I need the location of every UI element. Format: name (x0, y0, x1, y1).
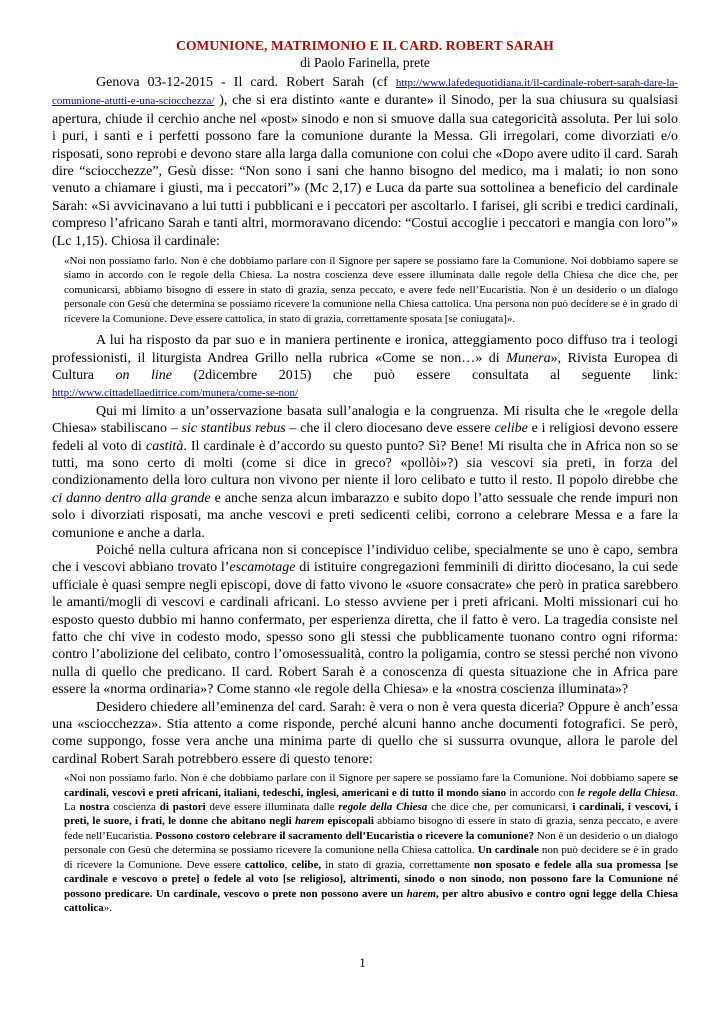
paragraph-2 (52, 332, 678, 403)
paragraph-3-italic-c: castità (145, 438, 184, 454)
q2-d: . La (64, 786, 679, 814)
paragraph-3-text-c: e i religiosi devono essere fedeli al voto di (52, 421, 678, 454)
paragraph-2-text-c: (2dicembre 2015) che può essere consultata al seguente link: (172, 367, 679, 383)
link-lafedequotidiana[interactable]: http://www.lafedequotidiana.it/il-cardinale-robert-sarah-dare-la-comunione-atutti-e-una-sciocchezza/ (52, 77, 678, 108)
paragraph-3-italic-b: celibe (494, 421, 528, 437)
q2-f: deve essere illuminata dalle (205, 801, 339, 814)
q2-a: «Noi non possiamo farlo. Non è che dobbiamo parlare con il Signore per sapere se possiamo fare la Comunione. Noi dobbiamo sapere (64, 772, 669, 785)
q2-b2: nostra (79, 801, 110, 814)
block-quote-sarah: «Noi non possiamo farlo. Non è che dobbiamo parlare con il Signore per sapere se possiamo fare la Comunione. Noi dobbiamo sapere se siamo in accordo con le regole della Chiesa. La nostra coscienza deve essere illuminata dalle regole della Chiesa che dice che, per comunicarsi, abbiamo bisogno di essere in stato di grazia, senza peccato, e avere fede nell’Eucaristia. Non è un desiderio o un dialogo personale con Gesù che determina se possiamo ricevere la comunione nella Chiesa cattolica. Una persona non può decidere se è in grado di ricevere la Comunione. Deve essere cattolica, in stato di grazia, correttamente sposata [se coniugata]». (64, 255, 678, 325)
author-byline: di Paolo Farinella, prete (300, 55, 430, 70)
q2-g: che dice che, per comunicarsi, (427, 801, 573, 814)
paragraph-4-text-a: Poiché nella cultura africana non si concepisce l’individuo celibe, specialmente se uno è capo, sembra che i vescovi abbiano trovato l’ (52, 542, 678, 576)
q2-b9: celibe, (291, 858, 322, 871)
paragraph-2-text-a: A lui ha risposto da par suo e in maniera pertinente e ironica, atteggiamento poco diffuso tra i teologi professionisti, il liturgista Andrea Grillo nella rubrica «Come se non…» di (52, 333, 678, 366)
paragraph-3-italic-d: ci danno dentro alla grande (52, 490, 211, 506)
article-title: COMUNIONE, MATRIMONIO E IL CARD. ROBERT SARAH (176, 38, 554, 53)
q2-m: ». (103, 901, 112, 914)
q2-i: Non è un desiderio o un dialogo personale con Gesù che determina se possiamo ricevere la comunione nella Chiesa cattolica. (64, 829, 678, 857)
paragraph-3-text-d: . Il cardinale è d’accordo su questo punto? Sì? Bene! Mi risulta che in Africa non so se tutti, ma sono certo di molti (come si dice in greco? «pollòi»?) sia vescovi sia preti, in forza del condizionamento della loro cultura non vivono per niente il loro celibato e tutto il resto. Il popolo direbbe che (52, 438, 678, 489)
paragraph-5: Desidero chiedere all’eminenza del card. Sarah: è vera o non è vera questa diceria? Oppure è anch’essa una «sciocchezza». Stia attento a come risponde, perché alcuni hanno anche documenti fotografici. Se però, come suppongo, fosse vera anche una minima parte di quello che si sussurra ovunque, allora le parole del cardinal Robert Sarah potrebbero essere di questo tenore: (52, 699, 678, 767)
paragraph-2-italic-online: on line (115, 367, 172, 383)
paragraph-3-text-a: Qui mi limito a un’osservazione basata sull’analogia e la congruenza. Mi risulta che le «regole della Chiesa» stabiliscano – (52, 403, 678, 437)
paragraph-4-italic-escamotage: escamotage (229, 560, 296, 576)
q2-bi3: harem (294, 815, 325, 828)
paragraph-1-text-b: ), che si era distinto «ante e durante» il Sinodo, per la sua chiusura su qualsiasi apertura, chiude il cerchio anche nel «post» sinodo e non si smuove dalla sua categoricità assoluta. Per lui solo i puri, i santi e i perfetti possono fare la comunione durante la Messa. Gli irregolari, come divorziati e/o risposati, sono reprobi e devono stare alla larga dalla comunione con colui che «Dopo avere udito il card. Sarah dire “sciocchezze”, Gesù disse: “Non sono i sani che hanno bisogno del medico, ma i malati; io non sono venuto a chiamare i giusti, ma i peccatori”» (Mc 2,17) e Luca da parte sua sottolinea a beneficio del cardinale Sarah: «Si avvicinavano a lui tutti i pubblicani e i peccatori per ascoltarlo. I farisei, gli scribi e tredici cardinali, compreso l’africano Sarah e tanti altri, mormoravano dicendo: “Costui accoglie i peccatori e mangia con loro”» (Lc 1,15). Chiosa il cardinale: (52, 93, 678, 249)
q2-h: abbiamo bisogno di essere in stato di grazia, senza peccato, e avere fede nell’Eucaristia. (64, 815, 679, 842)
q2-b8: cattolico (244, 858, 285, 871)
paragraph-3 (52, 403, 678, 542)
paragraph-3-text-e: e anche senza alcun imbarazzo e subito dopo l’atto sessuale che rende impuri non solo i divorziati risposati, ma anche vescovi e preti sedicenti celibi, corrono a celebrare Messa e a fare la comunione e anche a darla. (52, 490, 678, 541)
paragraph-2-italic-munera: Munera (506, 350, 551, 366)
document-body (52, 37, 678, 921)
paragraph-1-text-a: Genova 03-12-2015 - Il card. Robert Sarah (cf (96, 75, 396, 90)
q2-k: , (284, 858, 292, 871)
page-number: 1 (359, 955, 366, 970)
paragraph-4 (52, 542, 678, 699)
q2-bi1: le regole della Chiesa (577, 786, 676, 799)
paragraph-1 (52, 74, 678, 250)
paragraph-4-text-b: di istituire congregazioni femminili di diritto diocesano, la cui sede ufficiale è quasi sempre negli episcopi, dove di fatto vivono le «suore consacrate» che però in pratica sarebbero le amanti/mogli di vescovi e cardinali africani. Lo stesso avviene per i preti africani. Molti missionari cui ho esposto questo dubbio mi hanno confermato, per esperienza diretta, che il fatto è vero. La tragedia consiste nel fatto che chi vive in codesto modo, spesso sono gli stessi che pubblicamente tuonano contro ogni riforma: contro l’abolizione del celibato, contro l’omosessualità, contro la poligamia, contro se stessi perché non vivono nulla di quello che predicano. Il card. Robert Sarah è a conoscenza di questa situazione che in Africa pare essere la «norma ordinaria»? Come stanno «le regole della Chiesa» e la «nostra coscienza illuminata»? (52, 560, 678, 698)
q2-b1: se cardinali, vescovi e preti africani, italiani, tedeschi, inglesi, americani e di tutto il mondo siano (64, 772, 678, 799)
link-munera[interactable]: http://www.cittadellaeditrice.com/munera/come-se-non/ (52, 387, 299, 400)
paragraph-3-text-b: – che il clero diocesano deve essere (285, 421, 495, 437)
q2-b10: non sposato e fedele alla sua promessa [se cardinale e vescovo o prete] o fedele al voto [se religioso], altrimenti, sinodo o non sinodo, non possono fare la Comunione né possono predicare. Un cardinale, vescovo o prete non possono avere un (64, 858, 678, 900)
q2-b3: di pastori (159, 801, 206, 814)
q2-b7: Un cardinale (477, 844, 539, 857)
q2-b4: i cardinali, i vescovi, i preti, le suore, i frati, le donne che abitano negli (64, 801, 678, 828)
q2-bi4: harem (406, 887, 436, 900)
block-quote-rewritten (64, 771, 678, 915)
q2-bi2: regole della Chiesa (338, 801, 428, 814)
paragraph-3-italic-a: sic stantibus rebus (181, 421, 286, 437)
q2-b6: Possono costoro celebrare il sacramento dell’Eucaristia o ricevere la comunione? (155, 829, 534, 842)
q2-l: in stato di grazia, correttamente (321, 858, 474, 871)
q2-b5: episcopali (324, 815, 374, 828)
q2-j: non può decidere se è in grado di ricevere la Comunione. Deve essere (64, 844, 678, 871)
paragraph-2-text-b: », Rivista Europea di Cultura (52, 350, 678, 383)
q2-e: coscienza (109, 801, 160, 814)
q2-c: in accordo con (506, 786, 578, 799)
q2-b11: , per altro abusivo e contro ogni legge della Chiesa cattolica (64, 887, 678, 914)
